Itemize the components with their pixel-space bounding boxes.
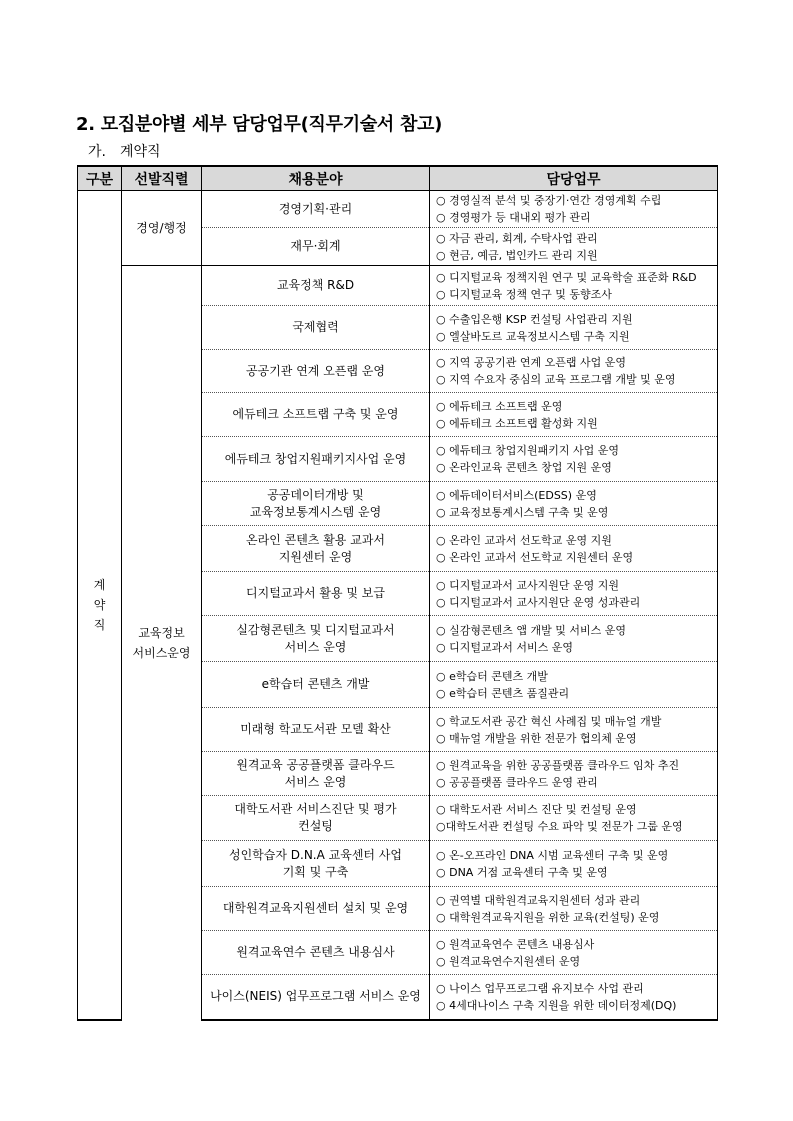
duty-item: ○ 디지털교육 정책 연구 및 동향조사 — [436, 287, 612, 301]
field-cell: 공공데이터개방 및 교육정보통계시스템 운영 — [202, 482, 430, 526]
duty-item: ○ 수출입은행 KSP 컨설팅 사업관리 지원 — [436, 312, 633, 326]
duties-cell — [430, 708, 718, 752]
table-row — [78, 191, 718, 228]
table-header-row — [78, 166, 718, 191]
duties-cell — [430, 975, 718, 1020]
field-cell: 나이스(NEIS) 업무프로그램 서비스 운영 — [202, 975, 430, 1020]
duties-cell — [430, 752, 718, 796]
page-heading: 2. 모집분야별 세부 담당업무(직무기술서 참고) — [76, 114, 443, 135]
field-cell: 공공기관 연계 오픈랩 운영 — [202, 350, 430, 393]
duties-cell — [430, 350, 718, 393]
duty-item: ○ 경영평가 등 대내외 평가 관리 — [436, 211, 591, 224]
duties-cell — [430, 931, 718, 975]
duty-item: ○ 디지털교육 정책지원 연구 및 교육학술 표준화 R&D — [436, 270, 697, 284]
field-cell: 원격교육 공공플랫폼 클라우드 서비스 운영 — [202, 752, 430, 796]
duty-item: ○ 디지털교과서 교사지원단 운영 성과관리 — [436, 595, 641, 609]
section-label: 계약직 — [119, 144, 161, 160]
duty-item: ○ 에듀테크 소프트랩 운영 — [436, 399, 563, 413]
duty-item: ○ 지역 수요자 중심의 교육 프로그램 개발 및 운영 — [436, 373, 676, 386]
duty-item: ○ 엘살바도르 교육정보시스템 구축 지원 — [436, 329, 630, 343]
duties-cell — [430, 841, 718, 887]
duty-item: ○ 대학도서관 서비스 진단 및 컨설팅 운영 — [436, 803, 637, 816]
duty-item: ○ 에듀테크 소프트랩 활성화 지원 — [436, 416, 598, 430]
duty-item: ○ 실감형콘텐츠 앱 개발 및 서비스 운영 — [436, 623, 626, 637]
field-cell: 국제협력 — [202, 306, 430, 350]
duty-item: ○ e학습터 콘텐츠 개발 — [436, 669, 548, 683]
duty-item: ○ 학교도서관 공간 혁신 사례집 및 매뉴얼 개발 — [436, 714, 662, 728]
duty-item: ○ 온라인 교과서 선도학교 지원센터 운영 — [436, 550, 634, 564]
duty-item: ○ 권역별 대학원격교육지원센터 성과 관리 — [436, 893, 641, 907]
field-cell: 에듀테크 창업지원패키지사업 운영 — [202, 437, 430, 482]
field-cell: 미래형 학교도서관 모델 확산 — [202, 708, 430, 752]
field-cell: 재무·회계 — [202, 228, 430, 266]
duties-cell — [430, 572, 718, 616]
duties-cell — [430, 662, 718, 708]
field-cell: 성인학습자 D.N.A 교육센터 사업 기획 및 구축 — [202, 841, 430, 887]
table-row — [78, 266, 718, 306]
duty-item: ○ 지역 공공기관 연계 오픈랩 사업 운영 — [436, 356, 626, 369]
duty-item: ○ 자금 관리, 회계, 수탁사업 관리 — [436, 231, 598, 245]
header-series: 선발직렬 — [122, 166, 202, 191]
duty-item: ○ 온-오프라인 DNA 시범 교육센터 구축 및 운영 — [436, 848, 669, 862]
duty-item: ○ 공공플랫폼 클라우드 운영 관리 — [436, 775, 598, 789]
duty-item: ○ 원격교육연수지원센터 운영 — [436, 954, 581, 968]
series-cell: 교육정보 서비스운영 — [122, 266, 202, 1020]
section-marker: 가. — [88, 144, 106, 160]
field-cell: 경영기획·관리 — [202, 191, 430, 228]
duty-item: ○ 원격교육연수 콘텐츠 내용심사 — [436, 937, 595, 951]
table-body — [78, 191, 718, 1020]
duties-cell — [430, 482, 718, 526]
field-cell: 대학도서관 서비스진단 및 평가 컨설팅 — [202, 796, 430, 841]
duties-cell — [430, 228, 718, 266]
duties-cell — [430, 796, 718, 841]
field-cell: 원격교육연수 콘텐츠 내용심사 — [202, 931, 430, 975]
category-cell: 계 약 직 — [78, 191, 122, 1020]
duties-cell — [430, 616, 718, 662]
duty-item: ○ DNA 거점 교육센터 구축 및 운영 — [436, 865, 608, 879]
header-category: 구분 — [78, 166, 122, 191]
duty-item: ○ 온라인 교과서 선도학교 운영 지원 — [436, 533, 612, 547]
duties-cell — [430, 526, 718, 572]
duty-item: ○ 경영실적 분석 및 중장기·연간 경영계획 수립 — [436, 194, 662, 207]
duty-item: ○ 디지털교과서 서비스 운영 — [436, 640, 573, 654]
duties-cell — [430, 887, 718, 931]
duty-item: ○ e학습터 콘텐츠 품질관리 — [436, 686, 570, 700]
duty-item: ○ 대학원격교육지원을 위한 교육(컨설팅) 운영 — [436, 910, 660, 924]
header-field: 채용분야 — [202, 166, 430, 191]
duty-item: ○ 현금, 예금, 법인카드 관리 지원 — [436, 248, 598, 262]
series-cell: 경영/행정 — [122, 191, 202, 266]
section-title — [88, 141, 161, 161]
duties-cell — [430, 437, 718, 482]
duty-item: ○ 원격교육을 위한 공공플랫폼 클라우드 임차 추진 — [436, 758, 680, 772]
duties-cell — [430, 393, 718, 437]
field-cell: 대학원격교육지원센터 설치 및 운영 — [202, 887, 430, 931]
duty-item: ○ 매뉴얼 개발을 위한 전문가 협의체 운영 — [436, 731, 637, 745]
field-cell: 온라인 콘텐츠 활용 교과서 지원센터 운영 — [202, 526, 430, 572]
duties-cell — [430, 266, 718, 306]
field-cell: e학습터 콘텐츠 개발 — [202, 662, 430, 708]
duties-cell — [430, 306, 718, 350]
duty-item: ○ 온라인교육 콘텐츠 창업 지원 운영 — [436, 461, 612, 474]
duties-cell — [430, 191, 718, 228]
field-cell: 디지털교과서 활용 및 보급 — [202, 572, 430, 616]
duty-item: ○ 에듀테크 창업지원패키지 사업 운영 — [436, 444, 619, 457]
duties-table — [77, 165, 718, 1021]
duty-item: ○ 나이스 업무프로그램 유지보수 사업 관리 — [436, 981, 644, 995]
duty-item: ○ 4세대나이스 구축 지원을 위한 데이터정제(DQ) — [436, 998, 677, 1012]
field-cell: 실감형콘텐츠 및 디지털교과서 서비스 운영 — [202, 616, 430, 662]
duty-item: ○ 디지털교과서 교사지원단 운영 지원 — [436, 578, 619, 592]
field-cell: 교육정책 R&D — [202, 266, 430, 306]
duty-item: ○ 교육정보통계시스템 구축 및 운영 — [436, 505, 609, 519]
header-duties: 담당업무 — [430, 166, 718, 191]
duty-item: ○대학도서관 컨설팅 수요 파악 및 전문가 그룹 운영 — [436, 820, 683, 833]
duty-item: ○ 에듀데이터서비스(EDSS) 운영 — [436, 488, 597, 502]
field-cell: 에듀테크 소프트랩 구축 및 운영 — [202, 393, 430, 437]
